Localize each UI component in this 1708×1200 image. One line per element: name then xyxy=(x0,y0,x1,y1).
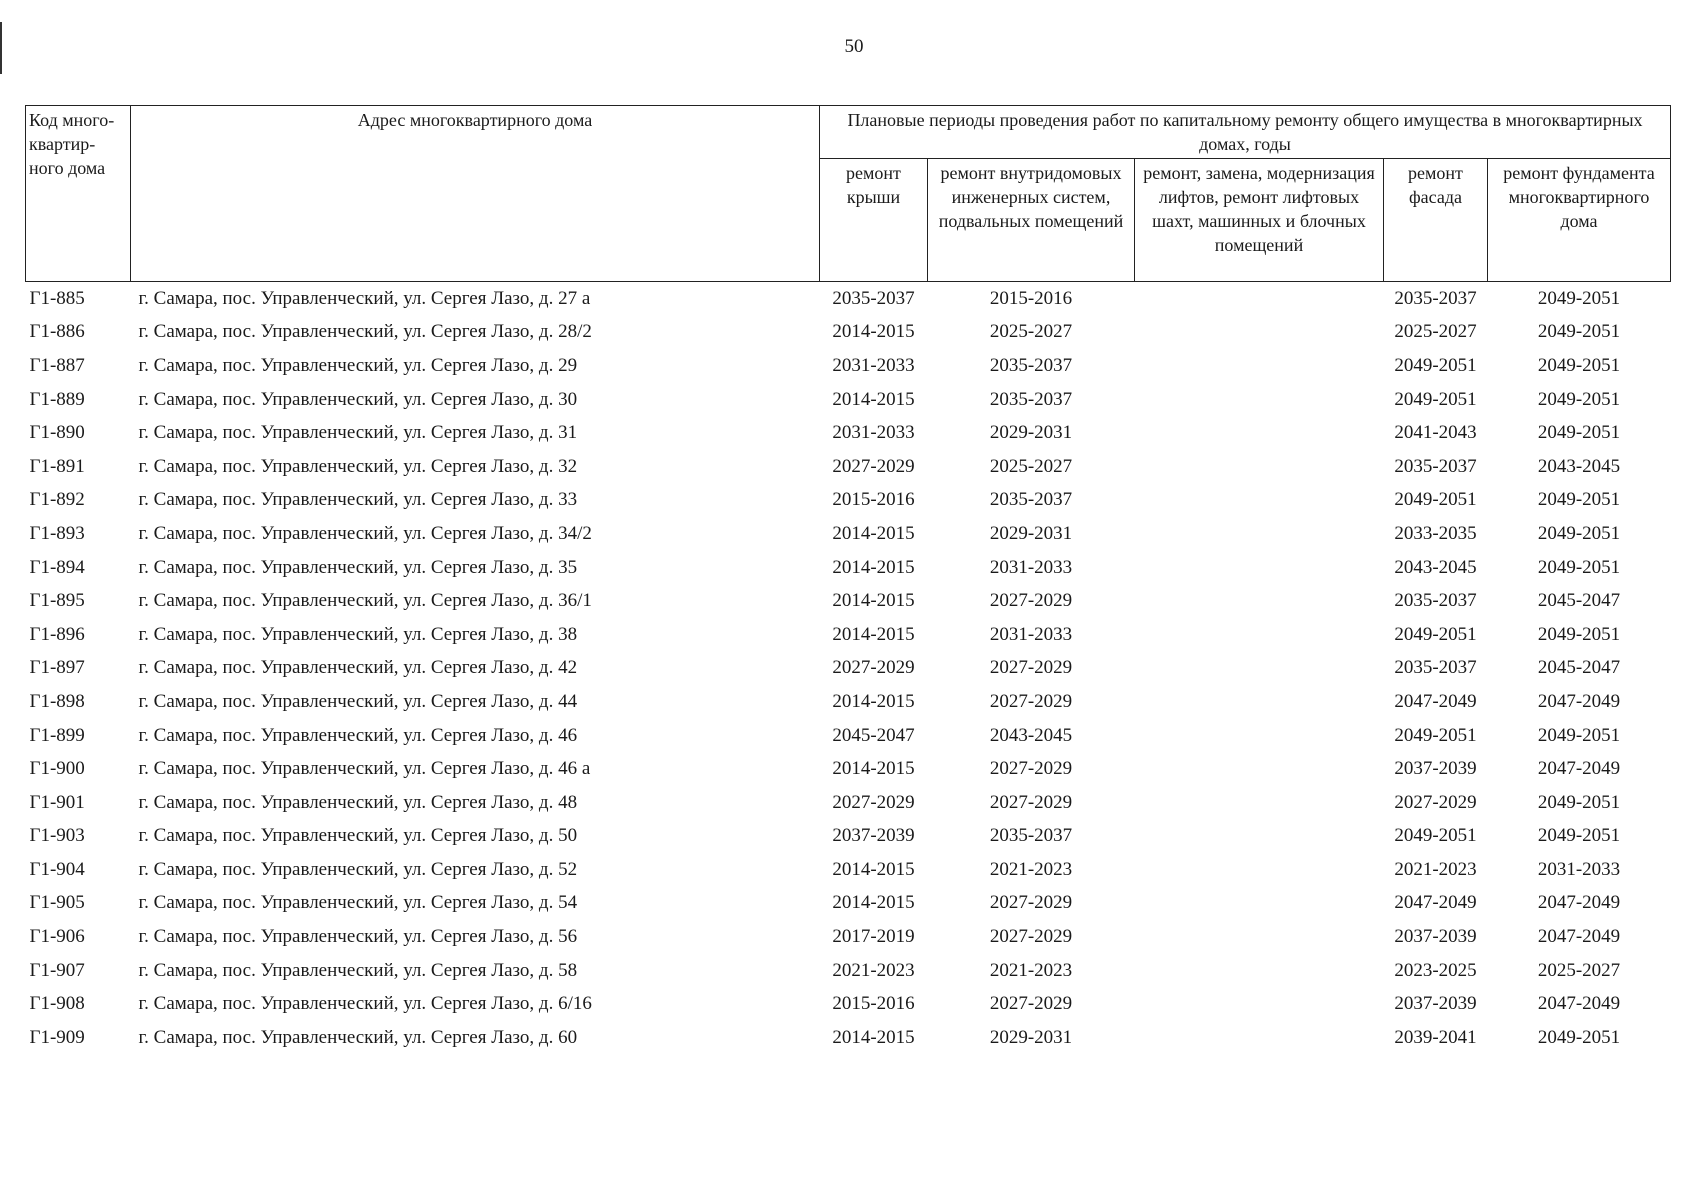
cell-address: г. Самара, пос. Управленческий, ул. Сергея Лазо, д. 42 xyxy=(138,657,578,679)
cell-facade: 2023-2025 xyxy=(1394,959,1477,981)
cell-engineering: 2031-2033 xyxy=(989,556,1073,578)
cell-address: г. Самара, пос. Управленческий, ул. Сергея Лазо, д. 33 xyxy=(138,489,578,511)
cell-code: Г1-908 xyxy=(29,993,85,1015)
cell-facade: 2035-2037 xyxy=(1394,287,1477,309)
cell-roof: 2027-2029 xyxy=(832,657,915,679)
cell-address: г. Самара, пос. Управленческий, ул. Сергея Лазо, д. 28/2 xyxy=(138,321,592,343)
cell-roof: 2031-2033 xyxy=(832,354,915,376)
table-row xyxy=(26,416,1671,450)
cell-lifts xyxy=(1135,853,1384,887)
cell-code: Г1-887 xyxy=(29,354,85,376)
cell-engineering: 2025-2027 xyxy=(989,455,1073,477)
cell-foundation: 2049-2051 xyxy=(1537,287,1621,309)
cell-foundation: 2045-2047 xyxy=(1537,657,1621,679)
cell-lifts xyxy=(1135,484,1384,518)
cell-engineering: 2027-2029 xyxy=(989,657,1073,679)
cell-engineering: 2029-2031 xyxy=(989,422,1073,444)
cell-roof: 2014-2015 xyxy=(832,623,915,645)
cell-facade: 2033-2035 xyxy=(1394,522,1477,544)
cell-foundation: 2049-2051 xyxy=(1537,623,1621,645)
cell-facade: 2035-2037 xyxy=(1394,455,1477,477)
cell-address: г. Самара, пос. Управленческий, ул. Сергея Лазо, д. 36/1 xyxy=(138,590,592,612)
header-address: Адрес многоквартирного дома xyxy=(131,106,820,282)
cell-engineering: 2035-2037 xyxy=(989,825,1073,847)
cell-roof: 2031-2033 xyxy=(832,422,915,444)
cell-address: г. Самара, пос. Управленческий, ул. Сергея Лазо, д. 48 xyxy=(138,791,578,813)
cell-foundation: 2049-2051 xyxy=(1537,556,1621,578)
cell-foundation: 2049-2051 xyxy=(1537,422,1621,444)
table-row xyxy=(26,920,1671,954)
cell-facade: 2021-2023 xyxy=(1394,858,1477,880)
cell-engineering: 2029-2031 xyxy=(989,1026,1073,1048)
cell-roof: 2014-2015 xyxy=(832,1026,915,1048)
table-row xyxy=(26,719,1671,753)
cell-engineering: 2027-2029 xyxy=(989,892,1073,914)
cell-engineering: 2027-2029 xyxy=(989,690,1073,712)
cell-code: Г1-896 xyxy=(29,623,85,645)
cell-code: Г1-903 xyxy=(29,825,85,847)
cell-address: г. Самара, пос. Управленческий, ул. Сергея Лазо, д. 6/16 xyxy=(138,993,592,1015)
cell-facade: 2037-2039 xyxy=(1394,758,1477,780)
cell-lifts xyxy=(1135,752,1384,786)
cell-lifts xyxy=(1135,383,1384,417)
cell-engineering: 2035-2037 xyxy=(989,388,1073,410)
cell-facade: 2049-2051 xyxy=(1394,825,1477,847)
cell-engineering: 2027-2029 xyxy=(989,590,1073,612)
cell-address: г. Самара, пос. Управленческий, ул. Сергея Лазо, д. 35 xyxy=(138,556,578,578)
cell-roof: 2015-2016 xyxy=(832,489,915,511)
cell-roof: 2014-2015 xyxy=(832,858,915,880)
table-row xyxy=(26,618,1671,652)
cell-address: г. Самара, пос. Управленческий, ул. Сергея Лазо, д. 50 xyxy=(138,825,578,847)
cell-lifts xyxy=(1135,416,1384,450)
table-body xyxy=(26,282,1671,1055)
cell-facade: 2027-2029 xyxy=(1394,791,1477,813)
table-row xyxy=(26,282,1671,316)
header-code: Код много-квартир-ного дома xyxy=(26,106,131,282)
cell-lifts xyxy=(1135,820,1384,854)
cell-foundation: 2049-2051 xyxy=(1537,791,1621,813)
table-row xyxy=(26,450,1671,484)
cell-code: Г1-900 xyxy=(29,758,85,780)
cell-roof: 2027-2029 xyxy=(832,791,915,813)
cell-code: Г1-905 xyxy=(29,892,85,914)
cell-roof: 2014-2015 xyxy=(832,556,915,578)
cell-foundation: 2025-2027 xyxy=(1537,959,1621,981)
cell-engineering: 2025-2027 xyxy=(989,321,1073,343)
cell-lifts xyxy=(1135,551,1384,585)
cell-code: Г1-893 xyxy=(29,522,85,544)
table-row xyxy=(26,349,1671,383)
cell-roof: 2027-2029 xyxy=(832,455,915,477)
cell-lifts xyxy=(1135,618,1384,652)
cell-facade: 2049-2051 xyxy=(1394,354,1477,376)
cell-lifts xyxy=(1135,316,1384,350)
cell-foundation: 2049-2051 xyxy=(1537,388,1621,410)
cell-roof: 2045-2047 xyxy=(832,724,915,746)
cell-code: Г1-897 xyxy=(29,657,85,679)
cell-engineering: 2029-2031 xyxy=(989,522,1073,544)
cell-engineering: 2027-2029 xyxy=(989,791,1073,813)
cell-lifts xyxy=(1135,954,1384,988)
cell-roof: 2014-2015 xyxy=(832,758,915,780)
cell-lifts xyxy=(1135,719,1384,753)
cell-code: Г1-899 xyxy=(29,724,85,746)
cell-engineering: 2031-2033 xyxy=(989,623,1073,645)
cell-code: Г1-907 xyxy=(29,959,85,981)
table-row xyxy=(26,517,1671,551)
cell-code: Г1-909 xyxy=(29,1026,85,1048)
table-row xyxy=(26,1021,1671,1055)
cell-address: г. Самара, пос. Управленческий, ул. Сергея Лазо, д. 46 а xyxy=(138,758,591,780)
cell-lifts xyxy=(1135,517,1384,551)
cell-engineering: 2035-2037 xyxy=(989,489,1073,511)
cell-foundation: 2047-2049 xyxy=(1537,892,1621,914)
cell-engineering: 2015-2016 xyxy=(989,287,1073,309)
cell-address: г. Самара, пос. Управленческий, ул. Сергея Лазо, д. 60 xyxy=(138,1026,578,1048)
header-foundation: ремонт фундамента многоквартирного дома xyxy=(1488,159,1671,282)
cell-code: Г1-890 xyxy=(29,422,85,444)
repair-plan-table xyxy=(25,105,1671,1055)
table-row xyxy=(26,652,1671,686)
cell-roof: 2014-2015 xyxy=(832,388,915,410)
cell-facade: 2047-2049 xyxy=(1394,892,1477,914)
cell-foundation: 2049-2051 xyxy=(1537,724,1621,746)
cell-address: г. Самара, пос. Управленческий, ул. Сергея Лазо, д. 38 xyxy=(138,623,578,645)
table-row xyxy=(26,383,1671,417)
cell-facade: 2049-2051 xyxy=(1394,724,1477,746)
cell-roof: 2035-2037 xyxy=(832,287,915,309)
cell-roof: 2021-2023 xyxy=(832,959,915,981)
table-header xyxy=(26,106,1671,282)
cell-foundation: 2049-2051 xyxy=(1537,522,1621,544)
cell-code: Г1-892 xyxy=(29,489,85,511)
cell-code: Г1-886 xyxy=(29,321,85,343)
cell-roof: 2014-2015 xyxy=(832,522,915,544)
cell-lifts xyxy=(1135,652,1384,686)
cell-roof: 2015-2016 xyxy=(832,993,915,1015)
cell-address: г. Самара, пос. Управленческий, ул. Сергея Лазо, д. 54 xyxy=(138,892,578,914)
cell-facade: 2041-2043 xyxy=(1394,422,1477,444)
header-lifts: ремонт, замена, модернизация лифтов, ремонт лифтовых шахт, машинных и блочных помещений xyxy=(1135,159,1384,282)
cell-roof: 2014-2015 xyxy=(832,892,915,914)
cell-lifts xyxy=(1135,349,1384,383)
cell-facade: 2049-2051 xyxy=(1394,623,1477,645)
cell-address: г. Самара, пос. Управленческий, ул. Сергея Лазо, д. 27 а xyxy=(138,287,591,309)
cell-code: Г1-894 xyxy=(29,556,85,578)
cell-code: Г1-906 xyxy=(29,926,85,948)
cell-code: Г1-895 xyxy=(29,590,85,612)
table-row xyxy=(26,584,1671,618)
cell-code: Г1-901 xyxy=(29,791,85,813)
table-row xyxy=(26,987,1671,1021)
table-row xyxy=(26,752,1671,786)
cell-address: г. Самара, пос. Управленческий, ул. Сергея Лазо, д. 31 xyxy=(138,422,578,444)
cell-address: г. Самара, пос. Управленческий, ул. Сергея Лазо, д. 56 xyxy=(138,926,578,948)
table-row xyxy=(26,316,1671,350)
table-row xyxy=(26,551,1671,585)
cell-lifts xyxy=(1135,450,1384,484)
cell-facade: 2049-2051 xyxy=(1394,388,1477,410)
cell-facade: 2043-2045 xyxy=(1394,556,1477,578)
cell-facade: 2035-2037 xyxy=(1394,657,1477,679)
cell-facade: 2039-2041 xyxy=(1394,1026,1477,1048)
cell-roof: 2014-2015 xyxy=(832,321,915,343)
table-row xyxy=(26,820,1671,854)
cell-foundation: 2047-2049 xyxy=(1537,758,1621,780)
cell-roof: 2014-2015 xyxy=(832,690,915,712)
cell-foundation: 2049-2051 xyxy=(1537,321,1621,343)
cell-foundation: 2049-2051 xyxy=(1537,489,1621,511)
cell-lifts xyxy=(1135,786,1384,820)
table-row xyxy=(26,484,1671,518)
cell-foundation: 2031-2033 xyxy=(1537,858,1621,880)
cell-engineering: 2021-2023 xyxy=(989,959,1073,981)
cell-engineering: 2035-2037 xyxy=(989,354,1073,376)
cell-lifts xyxy=(1135,887,1384,921)
table-row xyxy=(26,954,1671,988)
table-row xyxy=(26,853,1671,887)
cell-roof: 2014-2015 xyxy=(832,590,915,612)
cell-code: Г1-898 xyxy=(29,690,85,712)
table-row xyxy=(26,786,1671,820)
cell-engineering: 2027-2029 xyxy=(989,758,1073,780)
cell-foundation: 2047-2049 xyxy=(1537,993,1621,1015)
cell-facade: 2049-2051 xyxy=(1394,489,1477,511)
cell-address: г. Самара, пос. Управленческий, ул. Сергея Лазо, д. 29 xyxy=(138,354,578,376)
cell-lifts xyxy=(1135,987,1384,1021)
cell-foundation: 2049-2051 xyxy=(1537,825,1621,847)
cell-address: г. Самара, пос. Управленческий, ул. Сергея Лазо, д. 32 xyxy=(138,455,578,477)
cell-address: г. Самара, пос. Управленческий, ул. Сергея Лазо, д. 30 xyxy=(138,388,578,410)
cell-code: Г1-904 xyxy=(29,858,85,880)
cell-address: г. Самара, пос. Управленческий, ул. Сергея Лазо, д. 58 xyxy=(138,959,578,981)
cell-engineering: 2027-2029 xyxy=(989,926,1073,948)
header-engineering: ремонт внутридомовых инженерных систем, подвальных помещений xyxy=(928,159,1135,282)
header-periods-group: Плановые периоды проведения работ по капитальному ремонту общего имущества в многоквартирных домах, годы xyxy=(820,106,1671,159)
cell-foundation: 2047-2049 xyxy=(1537,926,1621,948)
cell-engineering: 2027-2029 xyxy=(989,993,1073,1015)
cell-facade: 2037-2039 xyxy=(1394,926,1477,948)
cell-address: г. Самара, пос. Управленческий, ул. Сергея Лазо, д. 52 xyxy=(138,858,578,880)
cell-foundation: 2049-2051 xyxy=(1537,1026,1621,1048)
cell-lifts xyxy=(1135,282,1384,316)
cell-engineering: 2043-2045 xyxy=(989,724,1073,746)
cell-roof: 2037-2039 xyxy=(832,825,915,847)
cell-code: Г1-891 xyxy=(29,455,85,477)
cell-foundation: 2047-2049 xyxy=(1537,690,1621,712)
cell-lifts xyxy=(1135,1021,1384,1055)
header-facade: ремонт фасада xyxy=(1384,159,1488,282)
table-row xyxy=(26,685,1671,719)
cell-foundation: 2043-2045 xyxy=(1537,455,1621,477)
cell-address: г. Самара, пос. Управленческий, ул. Сергея Лазо, д. 46 xyxy=(138,724,578,746)
cell-address: г. Самара, пос. Управленческий, ул. Сергея Лазо, д. 34/2 xyxy=(138,522,592,544)
cell-address: г. Самара, пос. Управленческий, ул. Сергея Лазо, д. 44 xyxy=(138,690,578,712)
cell-lifts xyxy=(1135,920,1384,954)
cell-roof: 2017-2019 xyxy=(832,926,915,948)
cell-facade: 2037-2039 xyxy=(1394,993,1477,1015)
table-row xyxy=(26,887,1671,921)
cell-foundation: 2049-2051 xyxy=(1537,354,1621,376)
page-number: 50 xyxy=(844,36,864,57)
cell-facade: 2025-2027 xyxy=(1394,321,1477,343)
cell-foundation: 2045-2047 xyxy=(1537,590,1621,612)
header-roof: ремонт крыши xyxy=(820,159,928,282)
cell-facade: 2047-2049 xyxy=(1394,690,1477,712)
cell-code: Г1-889 xyxy=(29,388,85,410)
cell-engineering: 2021-2023 xyxy=(989,858,1073,880)
cell-facade: 2035-2037 xyxy=(1394,590,1477,612)
cell-code: Г1-885 xyxy=(29,287,85,309)
cell-lifts xyxy=(1135,685,1384,719)
cell-lifts xyxy=(1135,584,1384,618)
